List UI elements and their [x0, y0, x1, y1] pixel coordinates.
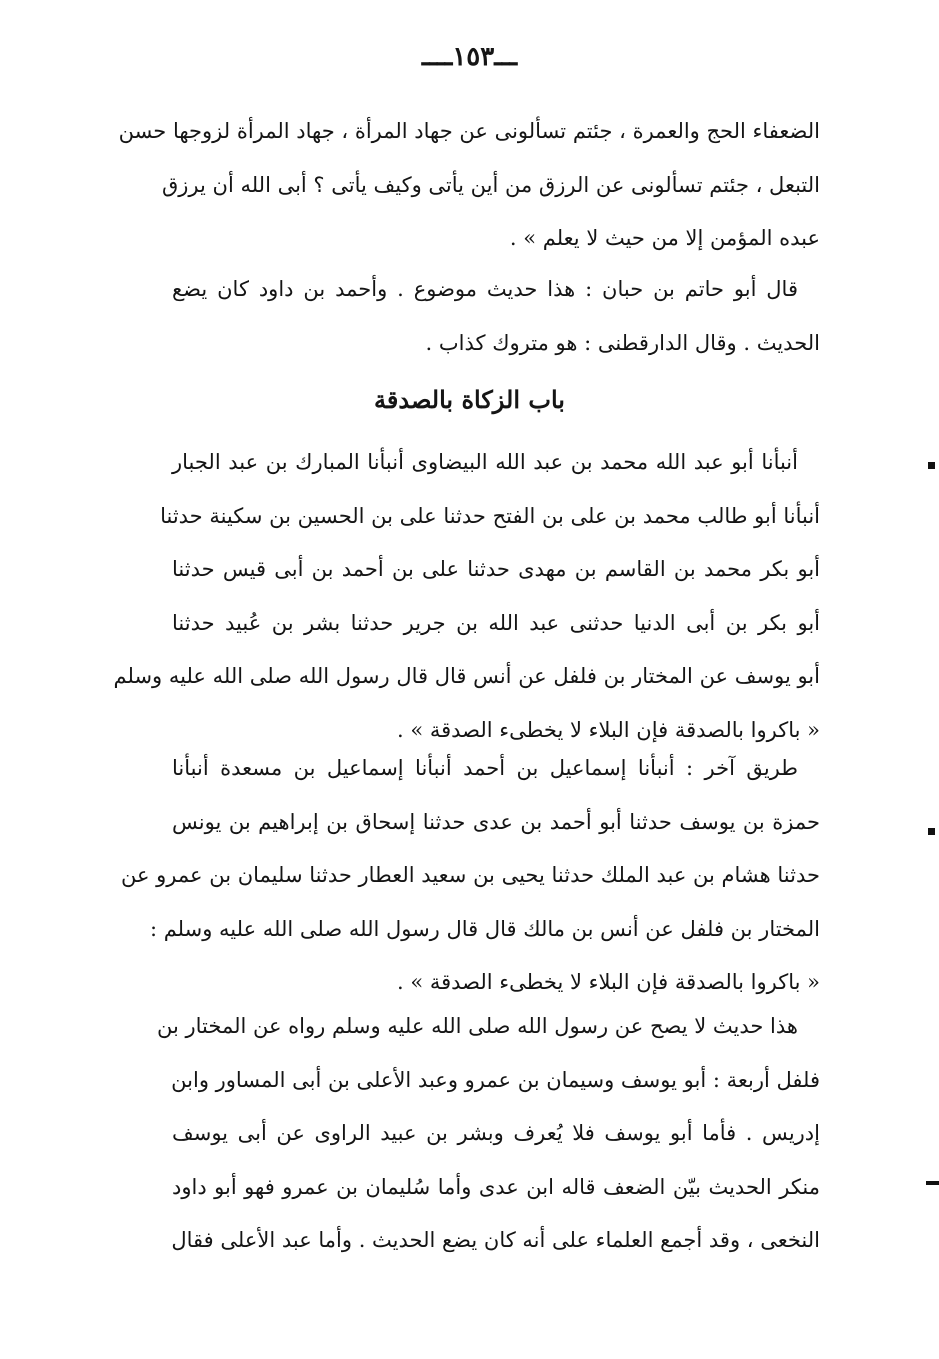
paragraph-hadith-ending	[118, 105, 820, 266]
text-line: هذا حديث لا يصح عن رسول الله صلى الله عليه وسلم رواه عن المختار بن	[157, 1014, 798, 1038]
scan-margin-mark	[928, 462, 935, 469]
scan-margin-mark	[928, 828, 935, 835]
text-line: عبده المؤمن إلا من حيث لا يعلم » .	[509, 226, 820, 250]
chapter-heading: باب الزكاة بالصدقة	[374, 385, 565, 414]
text-line: أبو يوسف عن المختار بن فلفل عن أنس قال قال رسول الله صلى الله عليه وسلم	[113, 664, 820, 688]
text-line: حمزة بن يوسف حدثنا أبو أحمد بن عدى حدثنا إسحاق بن إبراهيم بن يونس	[172, 809, 820, 834]
text-line: طريق آخر : أنبأنا إسماعيل بن أحمد أنبأنا إسماعيل بن مسعدة أنبأنا	[172, 756, 798, 780]
paragraph-ibn-hibban-verdict	[172, 263, 820, 370]
text-line: المختار بن فلفل عن أنس بن مالك قال قال رسول الله صلى الله عليه وسلم :	[149, 916, 820, 941]
text-line: أنبأنا أبو طالب محمد بن على بن الفتح حدثنا على بن الحسين بن سكينة حدثنا	[160, 503, 820, 528]
text-line: أنبأنا أبو عبد الله محمد بن عبد الله البيضاوى أنبأنا المبارك بن عبد الجبار	[172, 450, 798, 474]
text-line: الحديث . وقال الدارقطنى : هو متروك كذاب .	[425, 330, 820, 355]
text-line: النخعى ، وقد أجمع العلماء على أنه كان يضع الحديث . وأما عبد الأعلى فقال	[171, 1228, 820, 1252]
text-line: « باكروا بالصدقة فإن البلاء لا يخطىء الصدقة » .	[396, 717, 820, 742]
text-line: منكر الحديث بيّن الضعف قاله ابن عدى وأما سُليمان بن عمرو فهو أبو داود	[172, 1174, 820, 1199]
text-line: قال أبو حاتم بن حبان : هذا حديث موضوع . وأحمد بن داود كان يضع	[172, 277, 798, 301]
text-line: فلفل أربعة : أبو يوسف وسيمان بن عمرو وعبد الأعلى بن أبى المساور وابن	[171, 1067, 820, 1092]
scan-margin-mark	[926, 1181, 939, 1185]
text-line: أبو بكر بن أبى الدنيا حدثنى عبد الله بن جرير حدثنا بشر بن عُبيد حدثنا	[172, 610, 820, 635]
page-number: ـــ١٥٣ــــ	[421, 42, 518, 72]
text-line: أبو بكر محمد بن القاسم بن مهدى حدثنا على بن أحمد بن أبى قيس حدثنا	[172, 557, 820, 581]
text-line: إدريس . فأما أبو يوسف فلا يُعرف وبشر بن عبيد الراوى عن أبى يوسف	[172, 1121, 820, 1145]
text-line: الضعفاء الحج والعمرة ، جئتم تسألونى عن جهاد المرأة ، جهاد المرأة لزوجها حسن	[118, 119, 820, 143]
text-line: حدثنا هشام بن عبد الملك حدثنا يحيى بن سعيد العطار حدثنا سليمان بن عمرو عن	[120, 863, 820, 887]
paragraph-isnad-second	[120, 742, 820, 1010]
text-line: التبعل ، جئتم تسألونى عن الرزق من أين يأتى وكيف يأتى ؟ أبى الله أن يرزق	[161, 172, 820, 197]
paragraph-commentary	[157, 1000, 820, 1268]
paragraph-isnad-first	[113, 436, 820, 757]
text-line: « باكروا بالصدقة فإن البلاء لا يخطىء الصدقة » .	[396, 970, 820, 994]
